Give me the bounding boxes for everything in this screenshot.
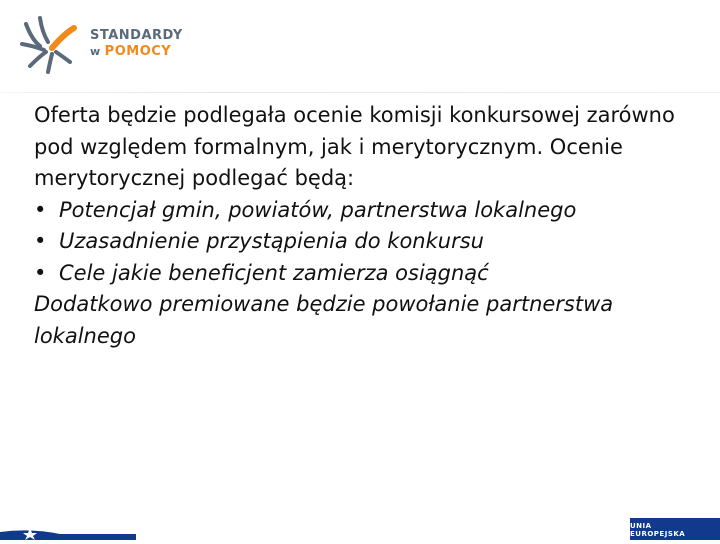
bullet-item	[34, 258, 694, 290]
logo-w: w	[90, 45, 101, 58]
slide-body	[34, 100, 694, 352]
eu-label: UNIA EUROPEJSKA	[630, 522, 686, 538]
eu-emblem-icon	[0, 518, 160, 540]
logo-subtitle	[90, 44, 183, 60]
logo-title: STANDARDY	[90, 28, 183, 43]
bullet-text: Potencjał gmin, powiatów, partnerstwa lokalnego	[59, 197, 577, 222]
bullet-marker: •	[34, 229, 47, 253]
bullet-text: Uzasadnienie przystąpienia do konkursu	[59, 229, 484, 253]
bullet-item	[34, 226, 694, 258]
header-divider	[0, 92, 720, 93]
intro-paragraph: Oferta będzie podlegała ocenie komisji konkursowej zarówno pod względem formalnym, jak i merytorycznym. Ocenie merytorycznej podlegać będą:	[34, 103, 675, 190]
bullet-marker: •	[34, 197, 47, 222]
bullet-text: Cele jakie beneficjent zamierza osiągnąć	[59, 260, 489, 285]
bullet-item	[34, 195, 694, 227]
closing-paragraph: Dodatkowo premiowane będzie powołanie partnerstwa lokalnego	[34, 292, 614, 348]
eu-flag-badge	[630, 518, 720, 540]
standardy-logo	[18, 14, 198, 76]
footer-left-logo	[0, 518, 160, 540]
bullet-marker: •	[34, 260, 47, 285]
star-logo-icon	[18, 14, 84, 76]
logo-pomocy: POMOCY	[104, 44, 172, 59]
